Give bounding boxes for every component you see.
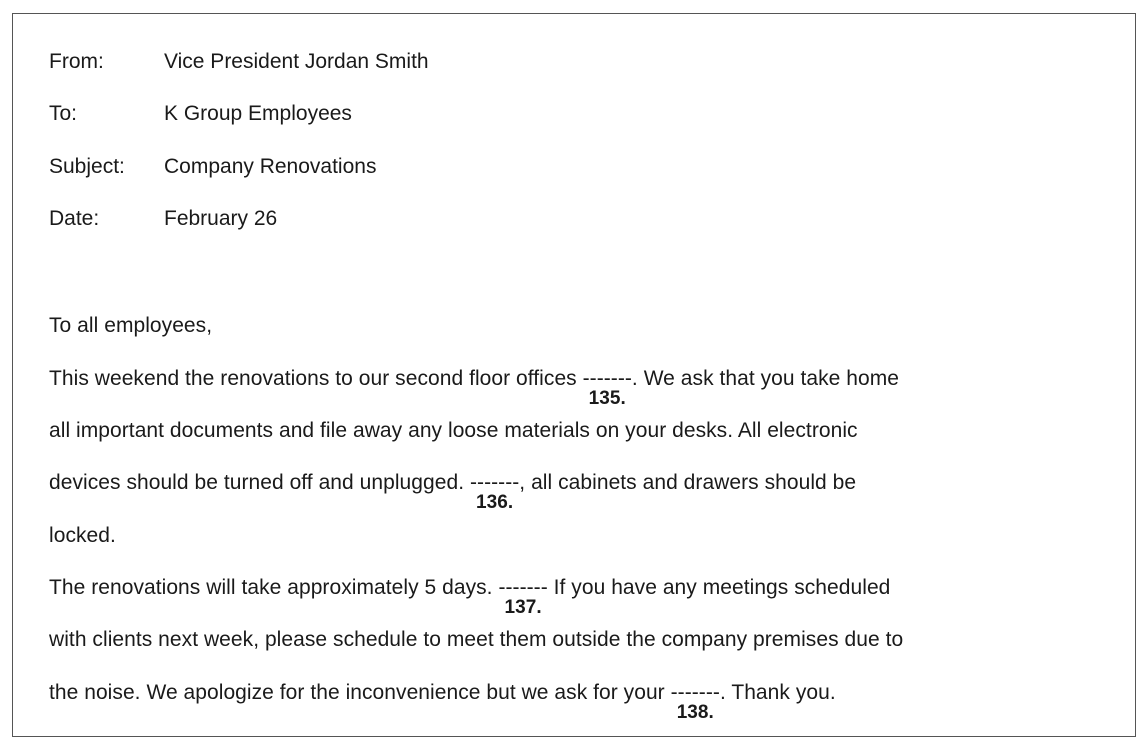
body-text: devices should be turned off and unplugged. — [49, 471, 470, 494]
from-value: Vice President Jordan Smith — [164, 50, 429, 73]
body-text: . We ask that you take home — [631, 367, 900, 390]
date-value: February 26 — [164, 207, 278, 230]
body-line-7 — [49, 681, 836, 723]
body-line-4: locked. — [49, 524, 116, 547]
body-line-5 — [49, 576, 891, 618]
blank-137 — [498, 576, 548, 618]
blank-dashes: ------- — [670, 681, 720, 704]
body-text: If you have any meetings scheduled — [547, 576, 891, 599]
blank-136 — [469, 471, 520, 513]
body-line-6: with clients next week, please schedule to meet them outside the company premises due to — [49, 628, 904, 651]
body-line-3 — [49, 471, 857, 513]
blank-dashes: ------- — [498, 576, 548, 599]
memo-frame — [12, 13, 1136, 737]
question-number-138: 138. — [676, 702, 714, 723]
greeting: To all employees, — [49, 314, 213, 337]
body-line-2: all important documents and file away any loose materials on your desks. All electronic — [49, 419, 858, 442]
blank-dashes: ------- — [469, 471, 520, 494]
body-text: the noise. We apologize for the inconvenience but we ask for your — [49, 681, 671, 704]
to-label: To: — [49, 102, 78, 125]
body-text: , all cabinets and drawers should be — [519, 471, 857, 494]
question-number-137: 137. — [504, 597, 542, 618]
subject-value: Company Renovations — [164, 155, 377, 178]
body-text: The renovations will take approximately 5 days. — [49, 576, 499, 599]
body-text: . Thank you. — [719, 681, 836, 704]
blank-138 — [670, 681, 720, 723]
body-line-1 — [49, 367, 900, 409]
from-label: From: — [49, 50, 104, 73]
blank-135 — [582, 367, 632, 409]
to-value: K Group Employees — [164, 102, 352, 125]
subject-label: Subject: — [49, 155, 125, 178]
date-label: Date: — [49, 207, 100, 230]
blank-dashes: ------- — [582, 367, 632, 390]
body-text: This weekend the renovations to our second floor offices — [49, 367, 583, 390]
question-number-135: 135. — [588, 388, 626, 409]
question-number-136: 136. — [476, 492, 514, 513]
